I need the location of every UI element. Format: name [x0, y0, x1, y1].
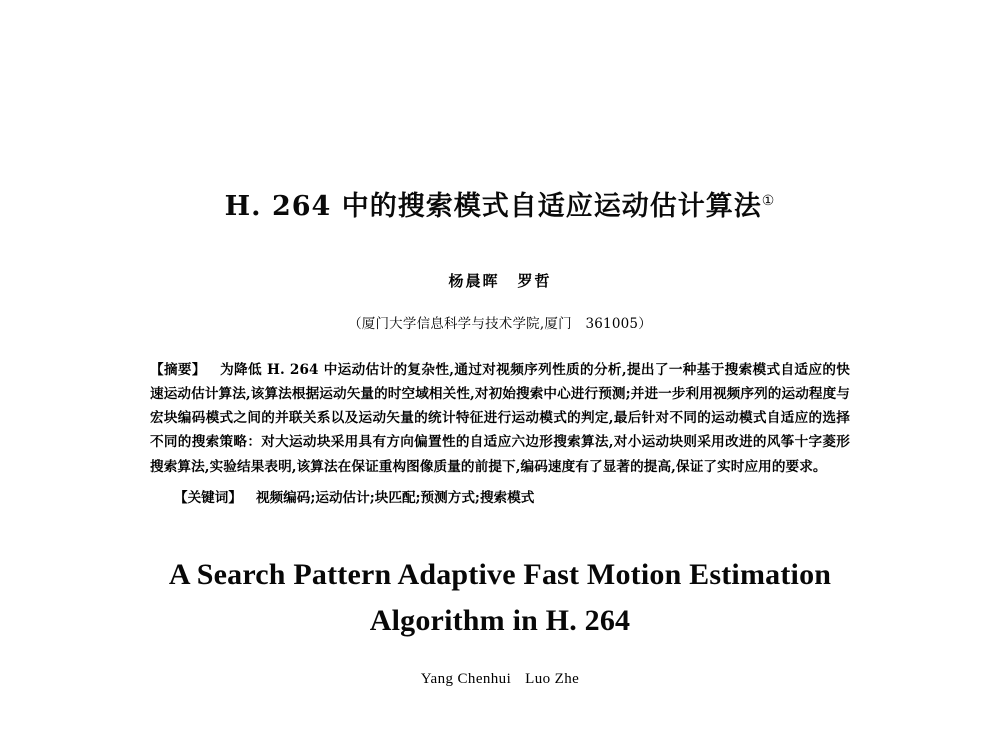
abstract-text: 为降低 H. 264 中运动估计的复杂性,通过对视频序列性质的分析,提出了一种基于搜索模式自适应的快速运动估计算法,该算法根据运动矢量的时空域相关性,对初始搜索中心进行预测;并进一步利用视频序列的运动程度与宏块编码模式之间的并联关系以及运动矢量的统计特征进行运动模式的判定,最后针对不同的运动模式自适应的选择不同的搜索策略：对大运动块采用具有方向偏置性的自适应六边形搜索算法,对小运动块则采用改进的风筝十字菱形搜索算法,实验结果表明,该算法在保证重构图像质量的前提下,编码速度有了显著的提高,保证了实时应用的要求。	[150, 361, 850, 475]
keywords	[150, 486, 850, 510]
keywords-label: 【关键词】	[174, 489, 242, 506]
affiliation: （厦门大学信息科学与技术学院,厦门 361005）	[348, 315, 652, 332]
chinese-authors	[150, 270, 850, 291]
abstract-label: 【摘要】	[150, 361, 206, 378]
paper-content	[150, 190, 850, 688]
title-footnote-marker: ①	[761, 193, 776, 209]
english-title-line-1: A Search Pattern Adaptive Fast Motion Estimation	[168, 557, 832, 591]
chinese-author-2: 罗哲	[517, 271, 552, 290]
abstract	[150, 358, 850, 479]
chinese-title-text: H. 264 中的搜索模式自适应运动估计算法	[224, 191, 762, 222]
chinese-author-1: 杨晨晖	[448, 271, 500, 290]
english-title-line-2: Algorithm in H. 264	[369, 604, 631, 638]
english-title	[150, 552, 850, 645]
keywords-text: 视频编码;运动估计;块匹配;预测方式;搜索模式	[255, 489, 535, 506]
english-author-2: Luo Zhe	[525, 670, 580, 687]
english-author-1: Yang Chenhui	[420, 670, 512, 687]
page-title	[150, 190, 850, 224]
english-authors	[150, 671, 850, 688]
